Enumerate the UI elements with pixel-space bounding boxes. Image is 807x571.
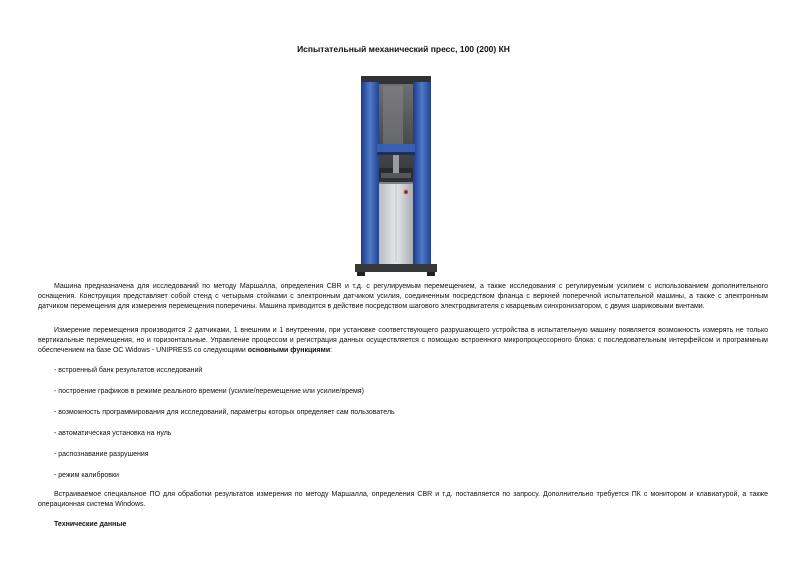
paragraph-measurement-bold: основными функциями — [247, 347, 331, 355]
list-item: - режим калибровки — [54, 472, 119, 479]
paragraph-purpose: Машина предназначена для исследований по методу Маршалла, определения CBR и т.д. с регулируемым перемещением, а также исследования с регулируемым усилием с использованием дополнительного оснащения. Конструкция представляет собой стенд с четырьмя стойками с электронным датчиком усилия, соединенным посредством фланца с верхней поперечной испытательной машины, а также с электронным датчиком перемещения для измерения перемещения поперечины. Машина приводится в действие посредством шагового электродвигателя с кварцевым синхронизатором, с двумя шариковыми винтами. — [38, 283, 768, 311]
paragraph-measurement — [38, 326, 768, 357]
paragraph-software: Встраиваемое специальное ПО для обработки результатов измерения по методу Маршалла, определения CBR и т.д. поставляется по запросу. Дополнительно требуется ПК с монитором и клавиатурой, а также операционная система Windows. — [38, 491, 768, 509]
paragraph-measurement-end: : — [330, 347, 333, 355]
section-heading-technical-data: Технические данные — [54, 521, 127, 528]
press-machine-image — [351, 72, 441, 278]
paragraph-measurement-text: Измерение перемещения производится 2 датчиками, 1 внешним и 1 внутренним, при установке соответствующего разрушающего устройства в испытательную машину появляется возможность измерять не только вертикальные перемещения, но и горизонтальные. Управление процессом и регистрация данных осуществляется с помощью встроенного микропроцессорного блока: с последовательным интерфейсом и программным обеспечением на базе ОС Widows - UNIPRESS со следующими — [38, 327, 768, 355]
list-item: - автоматическая установка на нуль — [54, 430, 172, 437]
list-item: - встроенный банк результатов исследований — [54, 367, 203, 374]
document-title: Испытательный механический пресс, 100 (200) КН — [297, 44, 510, 54]
list-item: - построение графиков в режиме реального времени (усилие/перемещение или усилие/время) — [54, 388, 364, 395]
list-item: - возможность программирования для исследований, параметры которых определяет сам пользователь — [54, 409, 395, 416]
list-item: - распознавание разрушения — [54, 451, 149, 458]
